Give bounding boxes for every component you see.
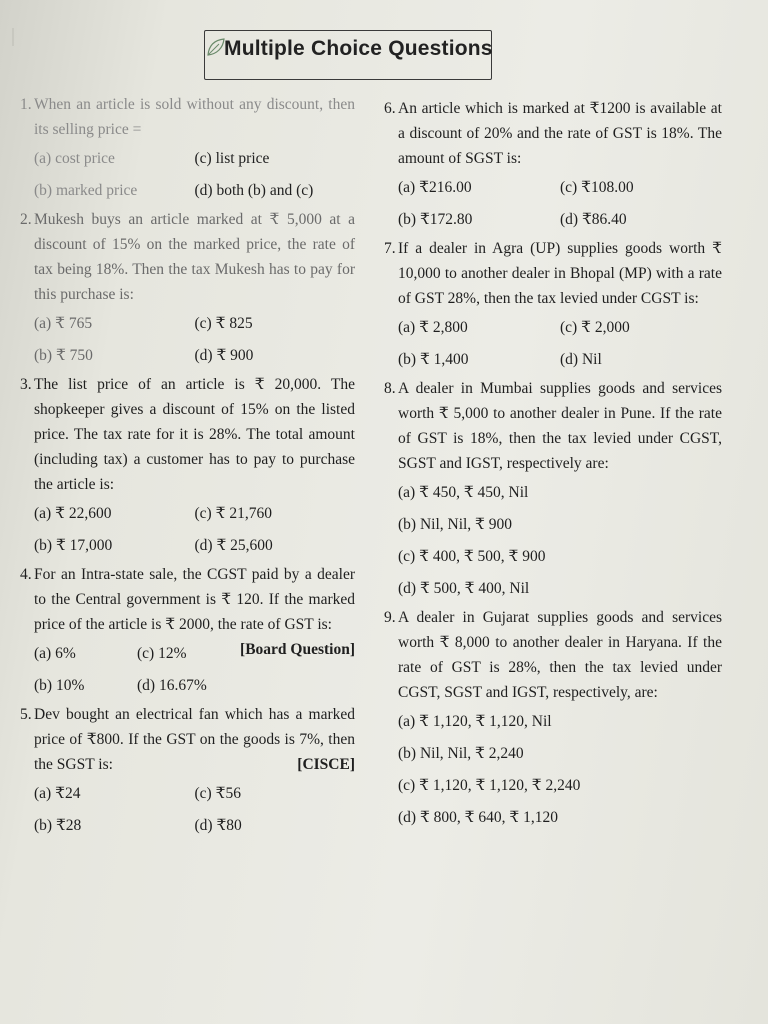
option-d: (d) ₹86.40: [560, 211, 627, 228]
option-d: (d) both (b) and (c): [194, 182, 314, 199]
option-d: (d) Nil: [560, 351, 602, 368]
question-text: For an Intra-state sale, the CGST paid by a dealer to the Central government is ₹ 120. If the marked price of the article is ₹ 2000, the rate of GST is:: [34, 566, 355, 633]
margin-mark: [12, 28, 14, 46]
question-text: An article which is marked at ₹1200 is available at a discount of 20% and the rate of GST is 18%. The amount of SGST is:: [398, 100, 722, 167]
option-c: (c) ₹56: [194, 785, 241, 802]
question-number: 9.: [384, 609, 396, 626]
question-2: [20, 207, 355, 368]
option-b: (b) marked price: [34, 182, 138, 199]
option-c: (c) list price: [194, 150, 270, 167]
option-d: (d) ₹ 25,600: [194, 537, 273, 554]
question-number: 3.: [20, 376, 32, 393]
question-number: 5.: [20, 706, 32, 723]
question-number: 1.: [20, 96, 32, 113]
option-b: (b) ₹ 1,400: [398, 351, 469, 368]
question-text: Mukesh buys an article marked at ₹ 5,000 at a discount of 15% on the marked price, the rate of tax being 18%. Then the tax Mukesh has to pay for this purchase is:: [34, 211, 355, 303]
option-b: (b) ₹ 17,000: [34, 537, 113, 554]
option-b: (b) ₹172.80: [398, 211, 473, 228]
question-number: 7.: [384, 240, 396, 257]
question-5: [20, 702, 355, 838]
question-7: [384, 236, 722, 372]
right-column: [384, 96, 722, 834]
option-a: (a) ₹ 2,800: [398, 319, 468, 336]
option-c: (c) 12%: [137, 645, 187, 662]
option-c: (c) ₹ 400, ₹ 500, ₹ 900: [398, 548, 546, 565]
option-d: (d) 16.67%: [137, 677, 207, 694]
option-c: (c) ₹ 2,000: [560, 319, 630, 336]
option-d: (d) ₹80: [194, 817, 242, 834]
option-b: (b) 10%: [34, 677, 85, 694]
option-d: (d) ₹ 500, ₹ 400, Nil: [398, 580, 530, 597]
question-text: Dev bought an electrical fan which has a marked price of ₹800. If the GST on the goods is 7%, then the SGST is:: [34, 706, 355, 773]
option-a: (a) 6%: [34, 645, 76, 662]
question-1: [20, 92, 355, 203]
option-a: (a) ₹216.00: [398, 179, 472, 196]
option-b: (b) Nil, Nil, ₹ 2,240: [398, 745, 524, 762]
question-6: [384, 96, 722, 232]
option-a: (a) ₹ 765: [34, 315, 93, 332]
question-text: A dealer in Mumbai supplies goods and services worth ₹ 5,000 to another dealer in Pune. If the rate of GST is 18%, then the tax levied under CGST, SGST and IGST, respectively are:: [398, 380, 722, 472]
left-column: [20, 92, 355, 842]
question-9: [384, 605, 722, 830]
question-text: A dealer in Gujarat supplies goods and services worth ₹ 8,000 to another dealer in Haryana. If the rate of GST is 28%, then the tax levied under CGST, SGST and IGST, respectively, are:: [398, 609, 722, 701]
option-b: (b) ₹28: [34, 817, 82, 834]
question-text: When an article is sold without any discount, then its selling price =: [34, 96, 355, 138]
question-text: The list price of an article is ₹ 20,000. The shopkeeper gives a discount of 15% on the listed price. The tax rate for it is 28%. The total amount (including tax) a customer has to pay to purchase the article is:: [34, 376, 355, 493]
option-b: (b) Nil, Nil, ₹ 900: [398, 516, 513, 533]
option-a: (a) cost price: [34, 150, 115, 167]
option-a: (a) ₹24: [34, 785, 81, 802]
option-c: (c) ₹108.00: [560, 179, 634, 196]
option-c: (c) ₹ 825: [194, 315, 253, 332]
option-d: (d) ₹ 800, ₹ 640, ₹ 1,120: [398, 809, 559, 826]
question-number: 4.: [20, 566, 32, 583]
source-tag: [CISCE]: [297, 756, 355, 773]
option-a: (a) ₹ 22,600: [34, 505, 112, 522]
question-number: 6.: [384, 100, 396, 117]
option-c: (c) ₹ 21,760: [194, 505, 272, 522]
question-number: 8.: [384, 380, 396, 397]
option-d: (d) ₹ 900: [194, 347, 254, 364]
option-a: (a) ₹ 450, ₹ 450, Nil: [398, 484, 529, 501]
option-a: (a) ₹ 1,120, ₹ 1,120, Nil: [398, 713, 552, 730]
question-number: 2.: [20, 211, 32, 228]
question-8: [384, 376, 722, 601]
page-heading: Multiple Choice Questions: [224, 37, 493, 60]
question-3: [20, 372, 355, 558]
question-4: [20, 562, 355, 698]
source-tag: [Board Question]: [240, 641, 355, 658]
option-c: (c) ₹ 1,120, ₹ 1,120, ₹ 2,240: [398, 777, 581, 794]
option-b: (b) ₹ 750: [34, 347, 93, 364]
question-text: If a dealer in Agra (UP) supplies goods worth ₹ 10,000 to another dealer in Bhopal (MP) with a rate of GST 28%, then the tax levied under CGST is:: [398, 240, 722, 307]
